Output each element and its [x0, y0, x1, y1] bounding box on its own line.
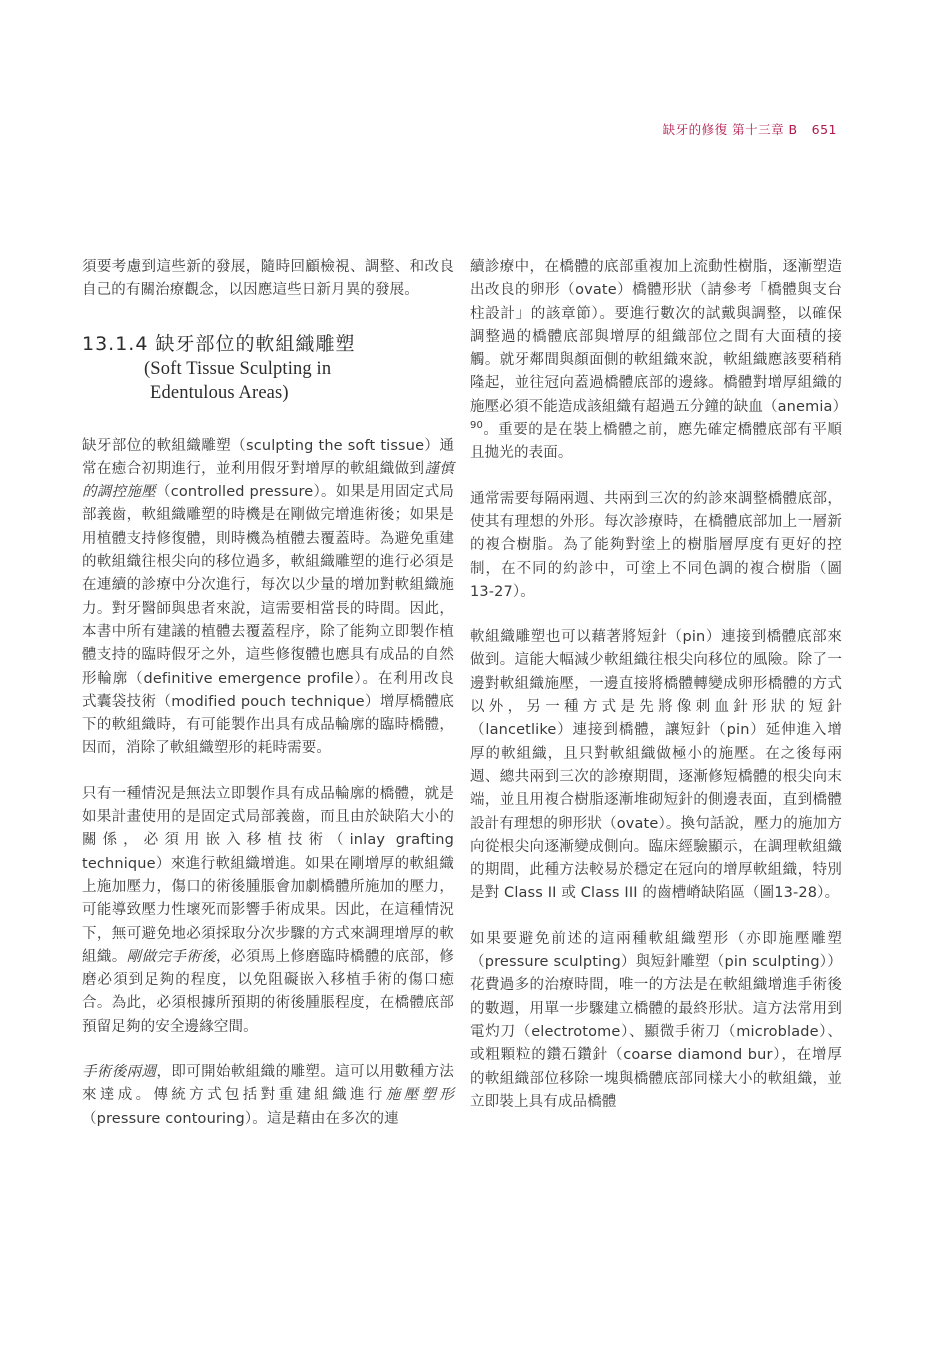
page-number: 651	[811, 122, 837, 137]
text-run: 只有一種情況是無法立即製作具有成品輪廓的橋體，就是如果計畫使用的是固定式局部義齒，而且由於缺陷大小的關係，必須用嵌入移植技術（inlay grafting technique）來進行軟組織增進。如果在剛增厚的軟組織上施加壓力，傷口的術後腫脹會加劇橋體所施加的壓力，可能導致壓力性壞死而影響手術成果。因此，在這種情況下，無可避免地必須採取分次步驟的方式來調理增厚的軟組織。	[82, 785, 454, 965]
section-heading-zh: 13.1.4 缺牙部位的軟組織雕塑	[82, 332, 356, 355]
section-heading-en	[82, 357, 454, 405]
section-heading-en-line-2: Edentulous Areas)	[150, 382, 289, 403]
running-head	[663, 120, 837, 138]
left-paragraph-1: 須要考慮到這些新的發展，隨時回顧檢視、調整、和改良自己的有關治療觀念，以因應這些日新月異的發展。	[82, 259, 454, 299]
right-paragraph-3: 軟組織雕塑也可以藉著將短針（pin）連接到橋體底部來做到。這能大幅減少軟組織往根尖向移位的風險。除了一邊對軟組織施壓，一邊直接將橋體轉變成卵形橋體的方式以外，另一種方式是先將像刺血針形狀的短針（lancetlike）連接到橋體，讓短針（pin）延伸進入增厚的軟組織，且只對軟組織做極小的施壓。在之後每兩週、總共兩到三次的診療期間，逐漸修短橋體的根尖向末端，並且用複合樹脂逐漸堆砌短針的側邊表面，直到橋體設計有理想的卵形狀（ovate）。換句話說，壓力的施加方向從根尖向逐漸變成側向。臨床經驗顯示，在調理軟組織的期間，此種方法較易於穩定在冠向的增厚軟組織，特別是對 Class II 或 Class III 的齒槽嵴缺陷區（圖13-28）。	[470, 629, 842, 902]
section-heading	[82, 331, 454, 405]
left-paragraph-3	[82, 783, 454, 1039]
text-run: （pressure contouring）。這是藉由在多次的連	[82, 1110, 399, 1127]
text-run: （controlled pressure）。如果是用固定式局部義齒，軟組織雕塑的時機是在剛做完增進術後；如果是用植體支持修復體，則時機為植體去覆蓋時。為避免重建的軟組織往根尖向的移位過多，軟組織雕塑的進行必須是在連續的診療中分次進行，每次以少量的增加對軟組織施力。對牙醫師與患者來說，這需要相當長的時間。因此，本書中所有建議的植體去覆蓋程序，除了能夠立即製作植體支持的臨時假牙之外，這些修復體也應具有成品的自然形輪廓（definitive emergence profile）。在利用改良式囊袋技術（modified pouch technique）增厚橋體底下的軟組織時，有可能製作出具有成品輪廓的臨時橋體，因而，消除了軟組織塑形的耗時需要。	[82, 484, 455, 757]
reference-superscript: 90	[470, 420, 484, 432]
text-run: 。重要的是在裝上橋體之前，應先確定橋體底部有平順且拋光的表面。	[470, 422, 842, 462]
emphasis-text: 謹慎的調控施壓	[82, 460, 454, 501]
right-column	[470, 256, 848, 1114]
right-paragraph-2: 通常需要每隔兩週、共兩到三次的約診來調整橋體底部，使其有理想的外形。每次診療時，在橋體底部加上一層新的複合樹脂。為了能夠對塗上的樹脂層厚度有更好的控制，在不同的約診中，可塗上不同色調的複合樹脂（圖13-27）。	[470, 490, 842, 600]
text-run: ，必須馬上修磨臨時橋體的底部，修磨必須到足夠的程度，以免阻礙嵌入移植手術的傷口癒合。為此，必須根據所預期的術後腫脹程度，在橋體底部預留足夠的安全邊緣空間。	[82, 948, 454, 1035]
emphasis-text: 剛做完手術後	[126, 948, 217, 965]
emphasis-text: 施壓塑形	[385, 1087, 454, 1104]
left-paragraph-4	[82, 1061, 454, 1131]
text-run: ，即可開始軟組織的雕塑。這可以用數種方法來達成。傳統方式包括對重建組織進行	[82, 1064, 455, 1104]
left-paragraph-2	[82, 435, 454, 761]
right-paragraph-4: 如果要避免前述的這兩種軟組織塑形（亦即施壓雕塑（pressure sculpting）與短針雕塑（pin sculpting））花費過多的治療時間，唯一的方法是在軟組織增進手術後的數週，用單一步驟建立橋體的最終形狀。這方法常用到電灼刀（electrotome）、顯微手術刀（microblade）、或粗顆粒的鑽石鑽針（coarse diamond bur），在增厚的軟組織部位移除一塊與橋體底部同樣大小的軟組織，並立即裝上具有成品橋體	[470, 930, 842, 1110]
right-paragraph-1	[470, 256, 848, 466]
text-run: 缺牙部位的軟組織雕塑（sculpting the soft tissue）通常在癒合初期進行，並利用假牙對增厚的軟組織做到	[82, 437, 454, 477]
emphasis-text: 手術後兩週	[82, 1064, 157, 1081]
left-column	[82, 256, 454, 1131]
running-head-chapter: 缺牙的修復 第十三章 B	[662, 122, 798, 137]
text-run: 續診療中，在橋體的底部重複加上流動性樹脂，逐漸塑造出改良的卵形（ovate）橋體形狀（請參考「橋體與支台柱設計」的該章節）。要進行數次的試戴與調整，以確保調整過的橋體底部與增厚的組織部位之間有大面積的接觸。就牙鄰間與顏面側的軟組織來說，軟組織應該要稍稍隆起，並往冠向蓋過橋體底部的邊緣。橋體對增厚組織的施壓必須不能造成該組織有超過五分鐘的缺血（anemia）	[470, 259, 848, 415]
section-heading-en-line-1: (Soft Tissue Sculpting in	[144, 358, 332, 379]
